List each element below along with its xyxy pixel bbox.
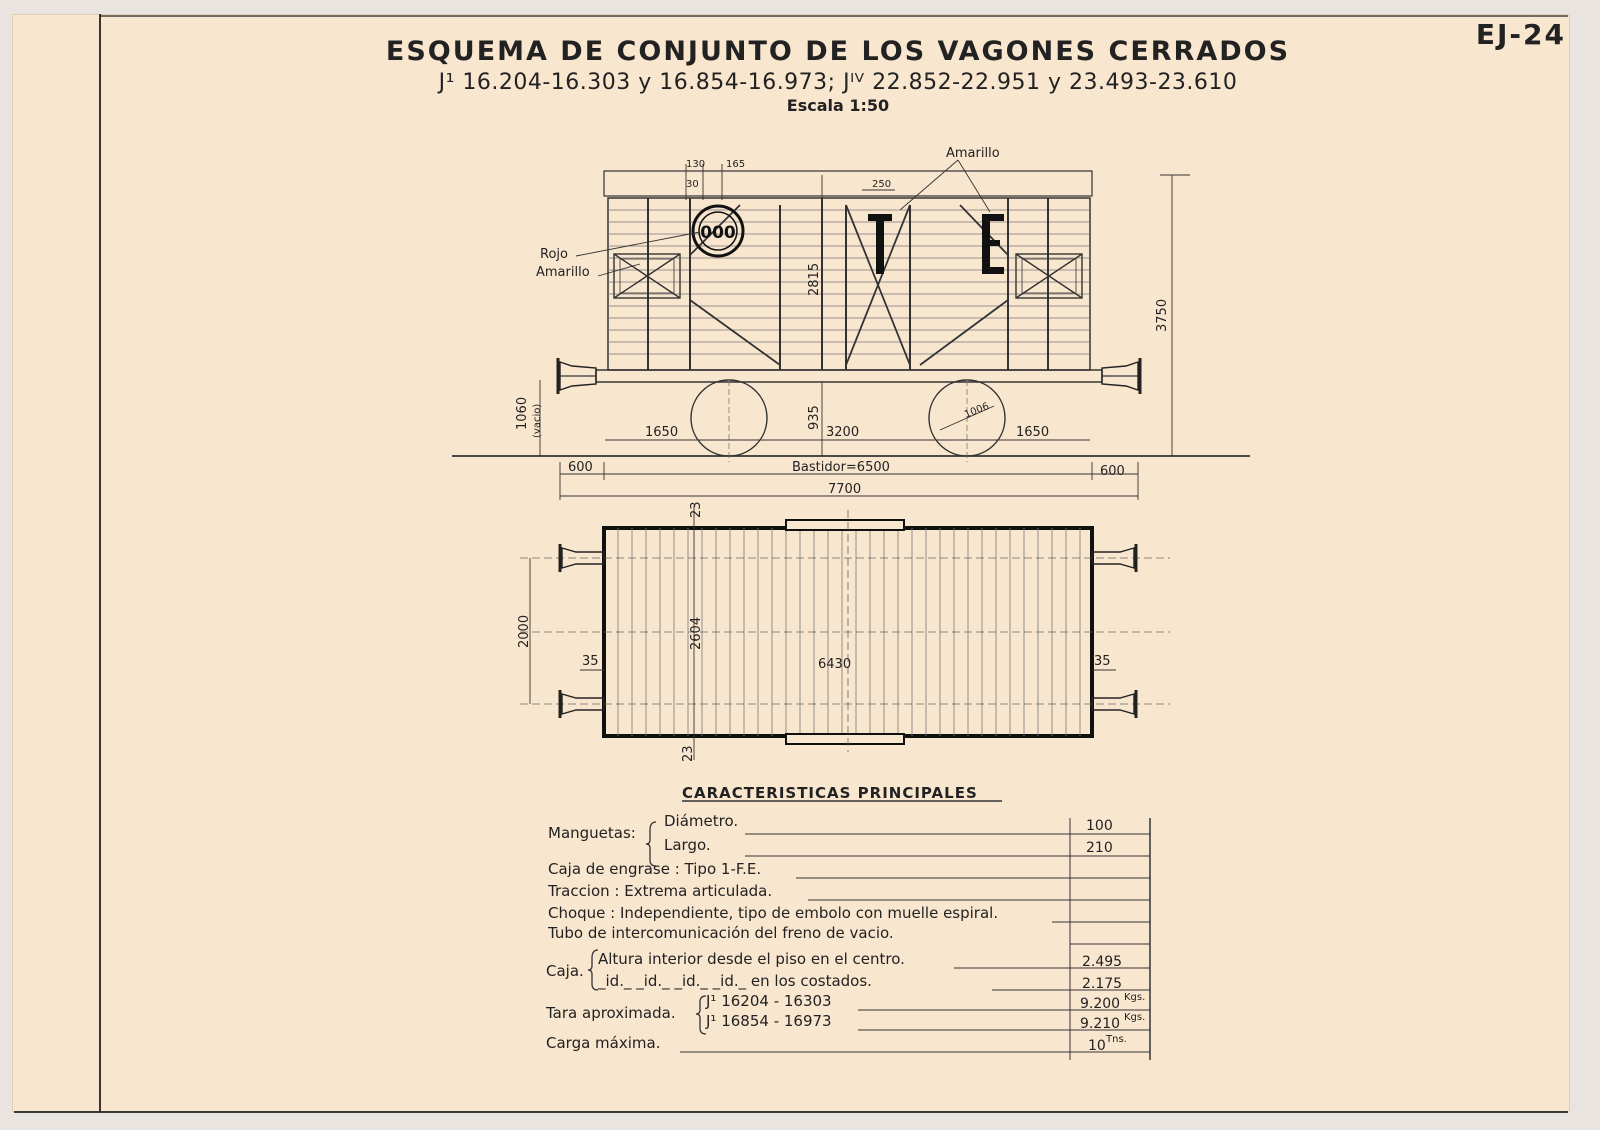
- dim-2815: 2815: [807, 262, 822, 296]
- tara-2-value: 9.210: [1080, 1016, 1121, 1032]
- label-amarillo-top: Amarillo: [946, 146, 1000, 161]
- dim-935: 935: [807, 405, 822, 430]
- underframe: [596, 370, 1102, 382]
- label-rojo: Rojo: [540, 247, 568, 262]
- elevation-view: [452, 160, 1250, 500]
- dim-600-right: 600: [1100, 464, 1125, 479]
- tara-2-label: J¹ 16854 - 16973: [706, 1012, 832, 1030]
- dim-bastidor: Bastidor=6500: [792, 460, 890, 475]
- diametro-value: 100: [1086, 818, 1113, 834]
- altura-label: Altura interior desde el piso en el centro.: [598, 950, 905, 968]
- dim-23-top: 23: [689, 501, 704, 518]
- dim-vacio: (vacio): [532, 403, 543, 438]
- caja-label: Caja.: [546, 962, 584, 980]
- dim-35-left: 35: [582, 654, 599, 669]
- characteristics-heading: CARACTERISTICAS PRINCIPALES: [682, 784, 978, 802]
- sheet-code: EJ-24: [1475, 18, 1566, 51]
- dim-130: 130: [686, 159, 706, 170]
- costados-label: _id._ _id._ _id._ _id._ en los costados.: [598, 972, 872, 990]
- plan-view: [520, 506, 1170, 760]
- choque: Choque : Independiente, tipo de embolo con muelle espiral.: [548, 904, 999, 922]
- dimension-lines: [540, 164, 1190, 500]
- tara-1-value: 9.200: [1080, 996, 1121, 1012]
- dim-600-left: 600: [568, 460, 593, 475]
- dim-1650-right: 1650: [1016, 425, 1050, 440]
- carga-value: 10: [1088, 1038, 1106, 1054]
- fe-lettering: [868, 214, 1004, 274]
- sheet-frame: [14, 14, 1568, 1112]
- tara-1-label: J¹ 16204 - 16303: [706, 992, 832, 1010]
- dim-250: 250: [872, 179, 892, 190]
- dim-35-right: 35: [1094, 654, 1111, 669]
- altura-value: 2.495: [1082, 954, 1123, 970]
- diametro-label: Diámetro.: [664, 812, 739, 830]
- dim-1006: 1006: [963, 401, 991, 421]
- dim-3750: 3750: [1155, 298, 1170, 332]
- dim-1060: 1060: [515, 396, 530, 430]
- door-bottom: [786, 734, 904, 744]
- tara-2-unit: Kgs.: [1124, 1012, 1146, 1023]
- drawing-subtitle: J¹ 16.204-16.303 y 16.854-16.973; Jᴵⱽ 22.852-22.951 y 23.493-23.610: [438, 70, 1238, 95]
- body-braces: [690, 205, 1008, 365]
- dim-23-bottom: 23: [681, 745, 696, 762]
- dim-1650-left: 1650: [645, 425, 679, 440]
- carga-unit: Tns.: [1106, 1034, 1127, 1045]
- label-amarillo-left: Amarillo: [536, 265, 590, 280]
- dim-3200: 3200: [826, 425, 860, 440]
- dim-7700: 7700: [828, 482, 862, 497]
- largo-value: 210: [1086, 840, 1113, 856]
- drawing-title: ESQUEMA DE CONJUNTO DE LOS VAGONES CERRADOS: [385, 36, 1291, 67]
- dim-2604: 2604: [689, 616, 704, 650]
- wagon-number: 000: [700, 223, 736, 243]
- tara-label: Tara aproximada.: [546, 1004, 676, 1022]
- carga-label: Carga máxima.: [546, 1034, 661, 1052]
- largo-label: Largo.: [664, 836, 711, 854]
- manguetas-label: Manguetas:: [548, 824, 636, 842]
- drawing-scale: Escala 1:50: [786, 96, 890, 115]
- dim-2000: 2000: [517, 614, 532, 648]
- tubo-freno: Tubo de intercomunicación del freno de vacio.: [548, 924, 894, 942]
- traccion: Traccion : Extrema articulada.: [548, 882, 773, 900]
- caja-engrase: Caja de engrase : Tipo 1-F.E.: [548, 860, 762, 878]
- door-top: [786, 520, 904, 530]
- wagon-roof: [604, 171, 1092, 196]
- dim-165: 165: [726, 159, 746, 170]
- costados-value: 2.175: [1082, 976, 1123, 992]
- tara-1-unit: Kgs.: [1124, 992, 1146, 1003]
- dim-30: 30: [686, 179, 699, 190]
- dim-6430: 6430: [818, 657, 852, 672]
